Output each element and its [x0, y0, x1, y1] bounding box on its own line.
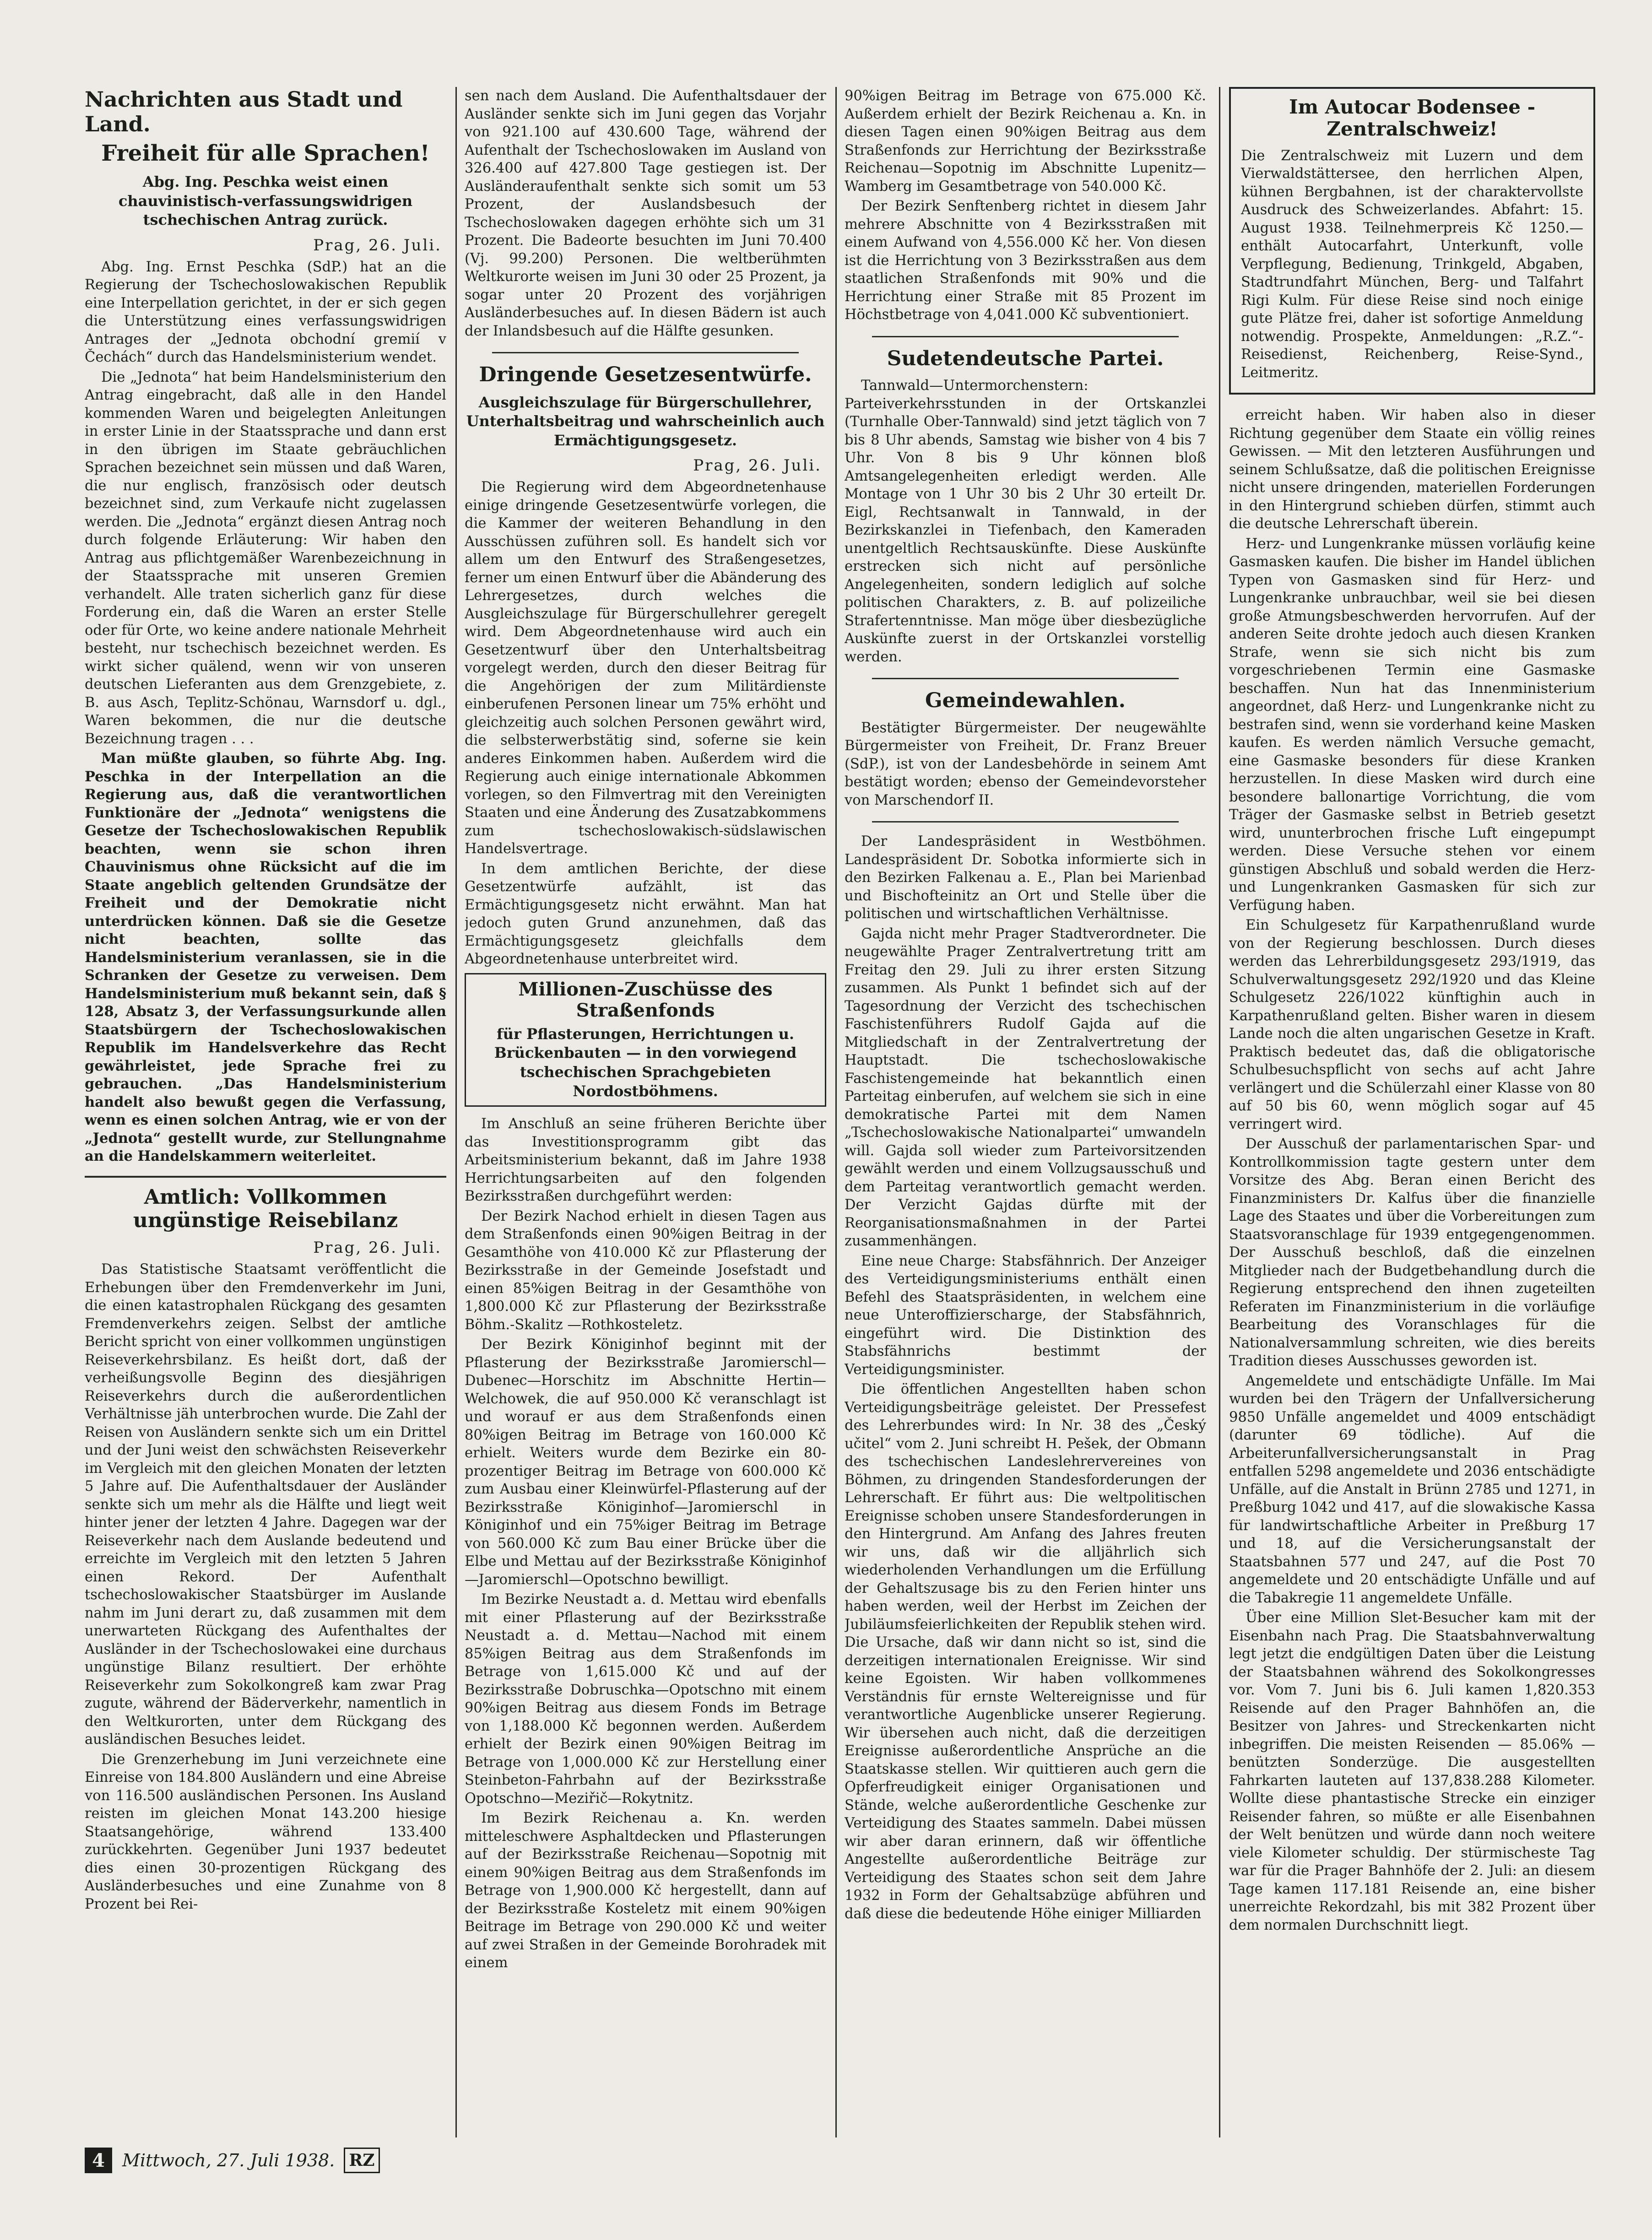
section-divider	[872, 336, 1179, 337]
news-item: Herz- und Lungenkranke müssen vorläufig keine Gasmasken kaufen. Die bisher im Handel üblichen Typen von Gasmasken sind für Herz- und Lungenkranke unbrauchbar, weil sie bei diesen große Atmungsbeschwerden hervorrufen. Auf der anderen Seite drohte jedoch auch diesen Kranken Strafe, wenn sie sich nicht bis zum vorgeschriebenen Termin eine Gasmaske beschaffen. Nun hat das Innenministerium angeordnet, daß Herz- und Lungenkranke nicht zu bestrafen sind, wenn sie vorderhand keine Masken kaufen. Es werden nämlich Versuche gemacht, eine Gasmaske besonders für diese Kranken herzustellen. In diese Masken wird durch eine besondere ballonartige Vorrichtung, die vom Träger der Gasmaske selbst in Betrieb gesetzt wird, ununterbrochen frische Luft eingepumpt werden. Diese Versuche stehen vor einem günstigen Abschluß und sobald werden die Herz- und Lungenkranken Gasmasken für sich zur Verfügung haben.	[1229, 536, 1595, 914]
page-footer	[85, 2147, 446, 2174]
news-item: Über eine Million Slet-Besucher kam mit der Eisenbahn nach Prag. Die Staatsbahnverwaltung legt jetzt die endgültigen Daten über die Leistung der Staatsbahnen während des Sokolkongresses vor. Vom 7. Juni bis 6. Juli kamen 1,820.353 Reisende auf den Prager Bahnhöfen an, die Besitzer von Jahres- und Streckenkarten nicht inbegriffen. Die meisten Reisenden — 85.06% — benützten Sonderzüge. Die ausgestellten Fahrkarten lauteten auf 137,838.288 Kilometer. Wollte diese phantastische Strecke ein einziger Reisender fahren, so müßte er alle Eisenbahnen der Welt benützen und würde dann noch weitere viele Kilometer schuldig. Der stürmischeste Tag war für die Prager Bahnhöfe der 2. Juli: an diesem Tage kamen 117.181 Reisende an, eine bisher unerreichte Rekordzahl, bis mit 382 Prozent über dem normalen Durchschnitt liegt.	[1229, 1610, 1595, 1933]
framed-headline-box	[465, 973, 826, 1107]
article-headline: Amtlich: Vollkommen ungünstige Reisebilanz	[133, 1185, 398, 1232]
section-divider	[872, 678, 1179, 679]
article-headline: Gemeindewahlen.	[925, 689, 1126, 713]
column-4	[1229, 87, 1595, 2147]
news-item: Angemeldete und entschädigte Unfälle. Im Mai wurden bei den Trägern der Unfallversicherung 9850 Unfälle angemeldet und 4009 entschädigt (darunter 69 tödliche). Auf die Arbeiterunfallversicherungsanstalt in Prag entfallen 5298 angemeldete und 2036 entschädigte Unfälle, auf die Anstalt in Brünn 2785 und 1271, in Preßburg 1042 und 417, auf die slowakische Kassa für landwirtschaftliche Arbeiter in Preßburg 17 und 18, auf die Versicherungsanstalt der Staatsbahnen 577 und 247, auf die Post 70 angemeldete und 20 entschädigte Unfälle und auf die Tabakregie 11 angemeldete Unfälle.	[1229, 1373, 1595, 1606]
section-divider	[872, 821, 1179, 822]
article-dateline: Prag, 26. Juli.	[313, 236, 442, 254]
article-paragraph: Im Bezirk Reichenau a. Kn. werden mitteleschwere Asphaltdecken und Pflasterungen auf der Bezirksstraße Reichenau—Sopotnig mit einem 90%igen Beitrag aus dem Straßenfonds im Betrage von 1,900.000 Kč hergestellt, dann auf der Bezirksstraße Kosteletz mit einem 90%igen Beitrage im Betrage von 290.000 Kč und weiter auf zwei Straßen in der Gemeinde Borohradek mit einem	[465, 1810, 826, 1971]
article-paragraph: 90%igen Beitrag im Betrage von 675.000 Kč. Außerdem erhielt der Bezirk Reichenau a. Kn. in diesen Tagen einen 90%igen Beitrag aus dem Straßenfonds zur Herrichtung der Bezirksstraße Reichenau—Sopotnig im Abschnitte Lupenitz—Wamberg im Gesamtbetrage von 540.000 Kč.	[845, 88, 1206, 195]
column-rule	[835, 87, 837, 2137]
news-item: Der Landespräsident in Westböhmen. Landespräsident Dr. Sobotka informierte sich in den Bezirken Falkenau a. E., Plan bei Marienbad und Bischofteinitz an Ort und Stelle über die politischen und wirtschaftlichen Verhältnisse.	[845, 833, 1206, 922]
article-paragraph: Der Bezirk Senftenberg richtet in diesem Jahr mehrere Abschnitte von 4 Bezirksstraßen mit einem Aufwand von 4,556.000 Kč her. Von diesen ist die Herrichtung von 3 Bezirksstraßen aus dem staatlichen Straßenfonds mit 90% und die Herrichtung einer Straße mit 85 Prozent im Höchstbetrage von 4,041.000 Kč subventioniert.	[845, 198, 1206, 323]
news-item: Ein Schulgesetz für Karpathenrußland wurde von der Regierung beschlossen. Durch dieses werden das Lehrerbildungsgesetz 293/1919, das Schulverwaltungsgesetz 292/1920 und das Kleine Schulgesetz 226/1022 künftighin auch in Karpathenrußland gelten. Bisher waren in diesem Lande noch die alten ungarischen Gesetze in Kraft. Praktisch bedeutet das, daß die obligatorische Schulbesuchspflicht von sechs auf acht Jahre verlängert und die Schülerzahl einer Klasse von 80 auf 50 bis 60, wenn möglich sogar auf 45 verringert wird.	[1229, 917, 1595, 1132]
news-item: Die öffentlichen Angestellten haben schon Verteidigungsbeiträge geleistet. Der Pressefest des Lehrerbundes wird: In Nr. 38 des „Český učitel“ vom 2. Juni schreibt H. Pešek, der Obmann des tschechischen Landeslehrervereines von Böhmen, zu dringenden Standesforderungen der Lehrerschaft. Er führt aus: Die weltpolitischen Ereignisse schoben unsere Standesforderungen in den Hintergrund. Am Anfang des Jahres freuten wir uns, daß wir die alljährlich sich wiederholenden Verhandlungen um die Erfüllung der Gehaltszusage bis zu den Ferien hinter uns haben werden, weil der Herbst im Zeichen der Jubiläumsfeierlichkeiten der Republik stehen wird. Die Ursache, daß wir dann nicht so ist, sind die derzeitigen internationalen Ereignisse. Wir sind keine Egoisten. Wir haben vollkommenes Verständnis für ernste Weltereignisse und für verantwortliche Augenblicke unserer Regierung. Wir übersehen auch nicht, daß die derzeitigen Ereignisse außerordentliche Ansprüche an die Staatskasse stellen. Wir quittieren auch gern die Opferfreudigkeit einiger Organisationen und Stände, welche außerordentliche Geschenke zur Verteidigung des Staates sammeln. Dabei müssen wir aber daran erinnern, daß wir öffentliche Angestellte außerordentliche Beiträge zur Verteidigung des Staates schon seit dem Jahre 1932 in Form der Gehaltsabzüge abführen und daß diese die bedeutende Höhe einiger Milliarden	[845, 1381, 1206, 1922]
section-divider	[492, 352, 799, 353]
article-headline: Sudetendeutsche Partei.	[887, 346, 1164, 370]
article-paragraph: erreicht haben. Wir haben also in dieser Richtung gegenüber dem Staate ein völlig reines Gewissen. — Mit den letzteren Ausführungen und seinem Schlußsatze, daß die politischen Ereignisse nicht unsere dringenden, materiellen Forderungen in den Hintergrund schieben dürfen, stimmt auch die deutsche Lehrerschaft überein.	[1229, 407, 1595, 532]
section-divider	[85, 1176, 446, 1178]
news-item: Eine neue Charge: Stabsfähnrich. Der Anzeiger des Verteidigungsministeriums enthält einen Befehl des Staatspräsidenten, in welchem eine neue Unteroffizierscharge, der Stabsfähnrich, eingeführt wird. Die Distinktion des Stabsfähnrichs bestimmt der Verteidigungsminister.	[845, 1253, 1206, 1378]
advertisement-text: Die Zentralschweiz mit Luzern und dem Vierwaldstättersee, den herrlichen Alpen, kühnen Bergbahnen, ist der charaktervollste Ausdruck des Schweizerlandes. Abfahrt: 15. August 1938. Teilnehmerpreis Kč 1250.— enthält Autocarfahrt, Unterkunft, volle Verpflegung, Bedienung, Trinkgeld, Abgaben, Stadtrundfahrt München, Berg- und Talfahrt Rigi Kulm. Für diese Reise sind noch einige gute Plätze frei, daher ist sofortige Anmeldung notwendig. Prospekte, Anmeldungen: „R.Z.“-Reisedienst, Reichenberg, Reise-Synd., Leitmeritz.	[1241, 147, 1583, 381]
news-item: Der Ausschuß der parlamentarischen Spar- und Kontrollkommission tagte gestern unter dem Vorsitze des Abg. Beran einen Bericht des Finanzministers Dr. Kalfus über die finanzielle Lage des Staates und über die Vorbereitungen zum Staatsvoranschlage für 1939 entgegengenommen. Der Ausschuß beschloß, daß die einzelnen Mitglieder nach der Budgetbehandlung durch die Regierung entsprechend den ihnen zugeteilten Referaten im Finanzministerium in die vorläufige Bearbeitung des Voranschlages für die Nationalversammlung schreiten, wie dies bereits Tradition dieses Ausschusses geworden ist.	[1229, 1136, 1595, 1369]
article-dateline: Prag, 26. Juli.	[693, 456, 822, 475]
article-paragraph: Im Anschluß an seine früheren Berichte über das Investitionsprogramm gibt das Arbeitsministerium bekannt, daß im Jahre 1938 Herrichtungsarbeiten auf den folgenden Bezirksstraßen durchgeführt werden:	[465, 1116, 826, 1205]
travel-advertisement	[1229, 87, 1595, 395]
article-paragraph: Man müßte glauben, so führte Abg. Ing. Peschka in der Interpellation an die Regierung aus, daß die verantwortlichen Funktionäre der „Jednota“ wenigstens die Gesetze der Tschechoslowakischen Republik beachten, wenn sie schon ihren Chauvinismus ohne Rücksicht auf die im Staate angeblich geltenden Grundsätze der Freiheit und der Demokratie nicht unterdrücken können. Daß sie die Gesetze nicht beachten, sollte das Handelsministerium veranlassen, sie in die Schranken der Gesetze zu verweisen. Dem Handelsministerium muß bekannt sein, daß § 128, Absatz 3, der Verfassungsurkunde allen Staatsbürgern der Tschechoslowakischen Republik im Handelsverkehre das Recht gewährleistet, jede Sprache frei zu gebrauchen. „Das Handelsministerium handelt also bewußt gegen die Verfassung, wenn es einen solchen Antrag, wie er von der „Jednota“ gestellt wurde, zur Stellungnahme an die Handelskammern weiterleitet.	[85, 750, 446, 1165]
article-deck: Ausgleichszulage für Bürgerschullehrer, Unterhaltsbeitrag und wahrscheinlich auch Ermächtigungsgesetz.	[466, 393, 825, 449]
article-dateline: Prag, 26. Juli.	[313, 1239, 442, 1257]
article-paragraph: Das Statistische Staatsamt veröffentlicht die Erhebungen über den Fremdenverkehr im Juni, die einen katastrophalen Rückgang des gesamten Fremdenverkehrs zeigen. Selbst der amtliche Bericht spricht von einer vollkommen ungünstigen Reiseverkehrsbilanz. Es heißt dort, daß der verheißungsvolle Beginn des diesjährigen Reiseverkehrs durch die außerordentlichen Verhältnisse jäh unterbrochen wurde. Die Zahl der Reisen von Ausländern senkte sich um ein Drittel und der Juni weist den schwächsten Reiseverkehr im Vergleich mit den gleichen Monaten der letzten 5 Jahre auf. Die Aufenthaltsdauer der Ausländer senkte sich um mehr als die Hälfte und liegt weit hinter jener der letzten 4 Jahre. Dagegen war der Reiseverkehr nach dem Auslande bedeutend und erreichte im Vergleich mit den letzten 5 Jahren einen Rekord. Der Aufenthalt tschechoslowakischer Staatsbürger im Auslande nahm im Juni derart zu, daß zusammen mit dem unerwarteten Rückgang des Aufenthaltes der Ausländer in der Tschechoslowakei eine durchaus ungünstige Bilanz resultiert. Der erhöhte Reiseverkehr zum Sokolkongreß kam zwar Prag zugute, während der Bäderverkehr, namentlich in den Weltkurorten, unter dem Rückgang des ausländischen Besuches leidet.	[85, 1261, 446, 1748]
article-headline: Freiheit für alle Sprachen!	[101, 141, 430, 166]
column-rule	[455, 87, 457, 2137]
advertisement-headline: Im Autocar Bodensee - Zentralschweiz!	[1289, 96, 1536, 141]
article-deck: für Pflasterungen, Herrichtungen u. Brückenbauten — in den vorwiegend tschechischen Sprachgebieten Nordostböhmens.	[494, 1025, 797, 1100]
article-paragraph: Tannwald—Untermorchenstern: Parteiverkehrsstunden in der Ortskanzlei (Turnhalle Ober-Tannwald) sind jetzt täglich von 7 bis 8 Uhr abends, Samstag wie bisher von 4 bis 7 Uhr. Von 8 bis 9 Uhr können bloß Amtsangelegenheiten erledigt werden. Alle Montage von 1 Uhr 30 bis 2 Uhr 30 erteilt Dr. Eigl, Rechtsanwalt in Tannwald, in der Bezirkskanzlei in Tiefenbach, den Kameraden unentgeltlich Rechtsauskünfte. Diese Auskünfte erstrecken sich nicht auf persönliche Angelegenheiten, sondern lediglich auf solche politischen Charakters, z. B. auf polizeiliche Strafertenntnisse. Man möge über diesbezügliche Auskünfte zuerst in der Ortskanzlei vorstellig werden.	[845, 378, 1206, 665]
article-paragraph: Die Grenzerhebung im Juni verzeichnete eine Einreise von 184.800 Ausländern und eine Abreise von 116.500 ausländischen Personen. Ins Ausland reisten im gleichen Monat 143.200 hiesige Staatsangehörige, während 133.400 zurückkehrten. Gegenüber Juni 1937 bedeutet dies einen 30-prozentigen Rückgang des Ausländerbesuches und eine Zunahme von 8 Prozent bei Rei-	[85, 1751, 446, 1912]
column-1	[85, 87, 446, 2147]
article-paragraph: Die „Jednota“ hat beim Handelsministerium den Antrag eingebracht, daß alle in den Handel kommenden Waren und beigelegten Anleitungen in erster Linie in der Staatssprache und dann erst in den übrigen im Staate gebräuchlichen Sprachen bezeichnet sein müssen und daß Waren, die nur englisch, französisch oder deutsch bezeichnet sind, zum Verkaufe nicht zugelassen werden. Die „Jednota“ ergänzt diesen Antrag noch durch folgende Erläuterung: Wir haben den Antrag aus pflichtgemäßer Warenbezeichnung in der Staatssprache mit unseren Gremien verhandelt. Alle traten sicherlich ganz für diese Forderung ein, daß die Waren an erster Stelle oder für Orte, wo keine andere nationale Mehrheit besteht, nur tschechisch bezeichnet werden. Es wirkt sicher quälend, wenn wir von unseren deutschen Lieferanten aus dem Grenzgebiete, z. B. aus Asch, Teplitz-Schönau, Warnsdorf u. dgl., Waren bekommen, die nur die deutsche Bezeichnung tragen . . .	[85, 369, 446, 747]
article-paragraph: Im Bezirke Neustadt a. d. Mettau wird ebenfalls mit einer Pflasterung auf der Bezirksstraße Neustadt a. d. Mettau—Nachod mit einem 85%igen Beitrag aus dem Straßenfonds im Betrage von 1,615.000 Kč und auf der Bezirksstraße Dobruschka—Opotschno mit einem 90%igen Beitrag aus diesem Fonds im Betrage von 1,188.000 Kč begonnen werden. Außerdem erhielt der Bezirk einen 90%igen Beitrag im Betrage von 1,000.000 Kč zur Herstellung einer Steinbeton-Fahrbahn auf der Bezirksstraße Opotschno—Meziřič—Rokytnitz.	[465, 1591, 826, 1807]
article-paragraph: Der Bezirk Nachod erhielt in diesen Tagen aus dem Straßenfonds einen 90%igen Beitrag in der Gesamthöhe von 410.000 Kč zur Pflasterung der Bezirksstraße in der Gemeinde Josefstadt und einen 85%igen Beitrag in der Gesamthöhe von 1,800.000 Kč zur Pflasterung der Bezirksstraße Böhm.-Skalitz —Rothkosteletz.	[465, 1208, 826, 1333]
article-headline: Millionen-Zuschüsse des Straßenfonds	[518, 978, 773, 1021]
article-paragraph: Die Regierung wird dem Abgeordnetenhause einige dringende Gesetzesentwürfe vorlegen, die die Kammer der weiteren Behandlung in den Ausschüssen zuführen soll. Es handelt sich vor allem um den Entwurf des Straßengesetzes, ferner um einen Entwurf über die Abänderung des Lehrergesetzes, durch welches die Ausgleichszulage für Bürgerschullehrer geregelt wird. Dem Abgeordnetenhause wird auch ein Gesetzentwurf über den Unterhaltsbeitrag vorgelegt werden, durch den dieser Beitrag für die Angehörigen der zum Militärdienste einberufenen Personen linear um 75% erhöht und gleichzeitig auch solchen Personen gewährt wird, die selbsterwerbstätig sind, soferne sie kein anderes Einkommen haben. Außerdem wird die Regierung auch einige internationale Abkommen vorlegen, so den Filmvertrag mit den Vereinigten Staaten und eine Änderung des Zusatzabkommens zum tschechoslowakisch-südslawischen Handelsvertrage.	[465, 479, 826, 857]
article-headline: Dringende Gesetzesentwürfe.	[479, 363, 812, 386]
column-3	[845, 87, 1206, 2147]
section-kicker: Nachrichten aus Stadt und Land.	[85, 87, 403, 136]
article-deck: Abg. Ing. Peschka weist einen chauvinistisch-verfassungswidrigen tschechischen Antrag zurück.	[118, 173, 413, 229]
article-paragraph: Der Bezirk Königinhof beginnt mit der Pflasterung der Bezirksstraße Jaromierschl—Dubenec—Horschitz im Abschnitte Hertin—Welchowek, die auf 950.000 Kč veranschlagt ist und worauf er aus dem Straßenfonds einen 80%igen Beitrag im Betrage von 160.000 Kč erhielt. Weiters wurde dem Bezirke ein 80-prozentiger Beitrag im Betrage von 600.000 Kč zum Ausbau einer Kleinwürfel-Pflasterung auf der Bezirksstraße Königinhof—Jaromierschl in Königinhof und ein 75%iger Beitrag im Betrage von 560.000 Kč zum Bau einer Brücke über die Elbe und Mettau auf der Bezirksstraße Königinhof—Jaromierschl—Opotschno bewilligt.	[465, 1336, 826, 1588]
column-2	[465, 87, 826, 2147]
article-paragraph: Abg. Ing. Ernst Peschka (SdP.) hat an die Regierung der Tschechoslowakischen Republik eine Interpellation gerichtet, in der er sich gegen die Unterstützung eines verfassungswidrigen Antrages der „Jednota obchodní gremií v Čechách“ durch das Handelsministerium wendet.	[85, 259, 446, 366]
newspaper-logo: RZ	[344, 2148, 379, 2173]
news-item: Gajda nicht mehr Prager Stadtverordneter. Die neugewählte Prager Zentralvertretung tritt am Freitag den 29. Juli zu ihrer ersten Sitzung zusammen. Als Punkt 1 befindet sich auf der Tagesordnung der Verzicht des tschechischen Faschistenführers Rudolf Gajda auf die Mitgliedschaft in der Zentralvertretung der Hauptstadt. Die tschechoslowakische Faschistengemeinde hat bekanntlich einen Parteitag einberufen, auf welchem sie sich in eine demokratische Partei mit dem Namen „Tschechoslowakische Nationalpartei“ umwandeln will. Gajda soll wieder zum Parteivorsitzenden gewählt werden und einem Vollzugsausschuß und dem Parteitag verantwortlich gemacht werden. Der Verzicht Gajdas dürfte mit der Reorganisationsmaßnahmen in der Partei zusammenhängen.	[845, 925, 1206, 1250]
issue-date: Mittwoch, 27. Juli 1938.	[122, 2150, 335, 2170]
column-rule	[1219, 87, 1220, 2137]
page-number: 4	[85, 2148, 112, 2173]
article-paragraph: In dem amtlichen Berichte, der diese Gesetzentwürfe aufzählt, ist das Ermächtigungsgesetz nicht erwähnt. Man hat jedoch guten Grund anzunehmen, daß das Ermächtigungsgesetz gleichfalls dem Abgeordnetenhause unterbreitet wird.	[465, 860, 826, 968]
article-paragraph: Bestätigter Bürgermeister. Der neugewählte Bürgermeister von Freiheit, Dr. Franz Breuer (SdP.), ist von der Landesbehörde in seinem Amt bestätigt worden; ebenso der Gemeindevorsteher von Marschendorf II.	[845, 720, 1206, 808]
article-paragraph: sen nach dem Ausland. Die Aufenthaltsdauer der Ausländer senkte sich im Juni gegen das Vorjahr von 921.100 auf 430.600 Tage, während der Aufenthalt der Tschechoslowaken im Ausland von 326.400 auf 427.800 Tage gestiegen ist. Der Ausländeraufenthalt senkte sich somit um 53 Prozent, der Auslandsbesuch der Tschechoslowaken dagegen erhöhte sich um 31 Prozent. Die Badeorte besuchten im Juni 70.400 (Vj. 99.200) Personen. Die weltberühmten Weltkurorte weisen im Juni 30 oder 25 Prozent, ja sogar unter 20 Prozent des vorjährigen Ausländerbesuches auf. In diesen Bädern ist auch der Inlandsbesuch auf die Hälfte gesunken.	[465, 88, 826, 339]
newspaper-page	[85, 87, 1595, 2174]
